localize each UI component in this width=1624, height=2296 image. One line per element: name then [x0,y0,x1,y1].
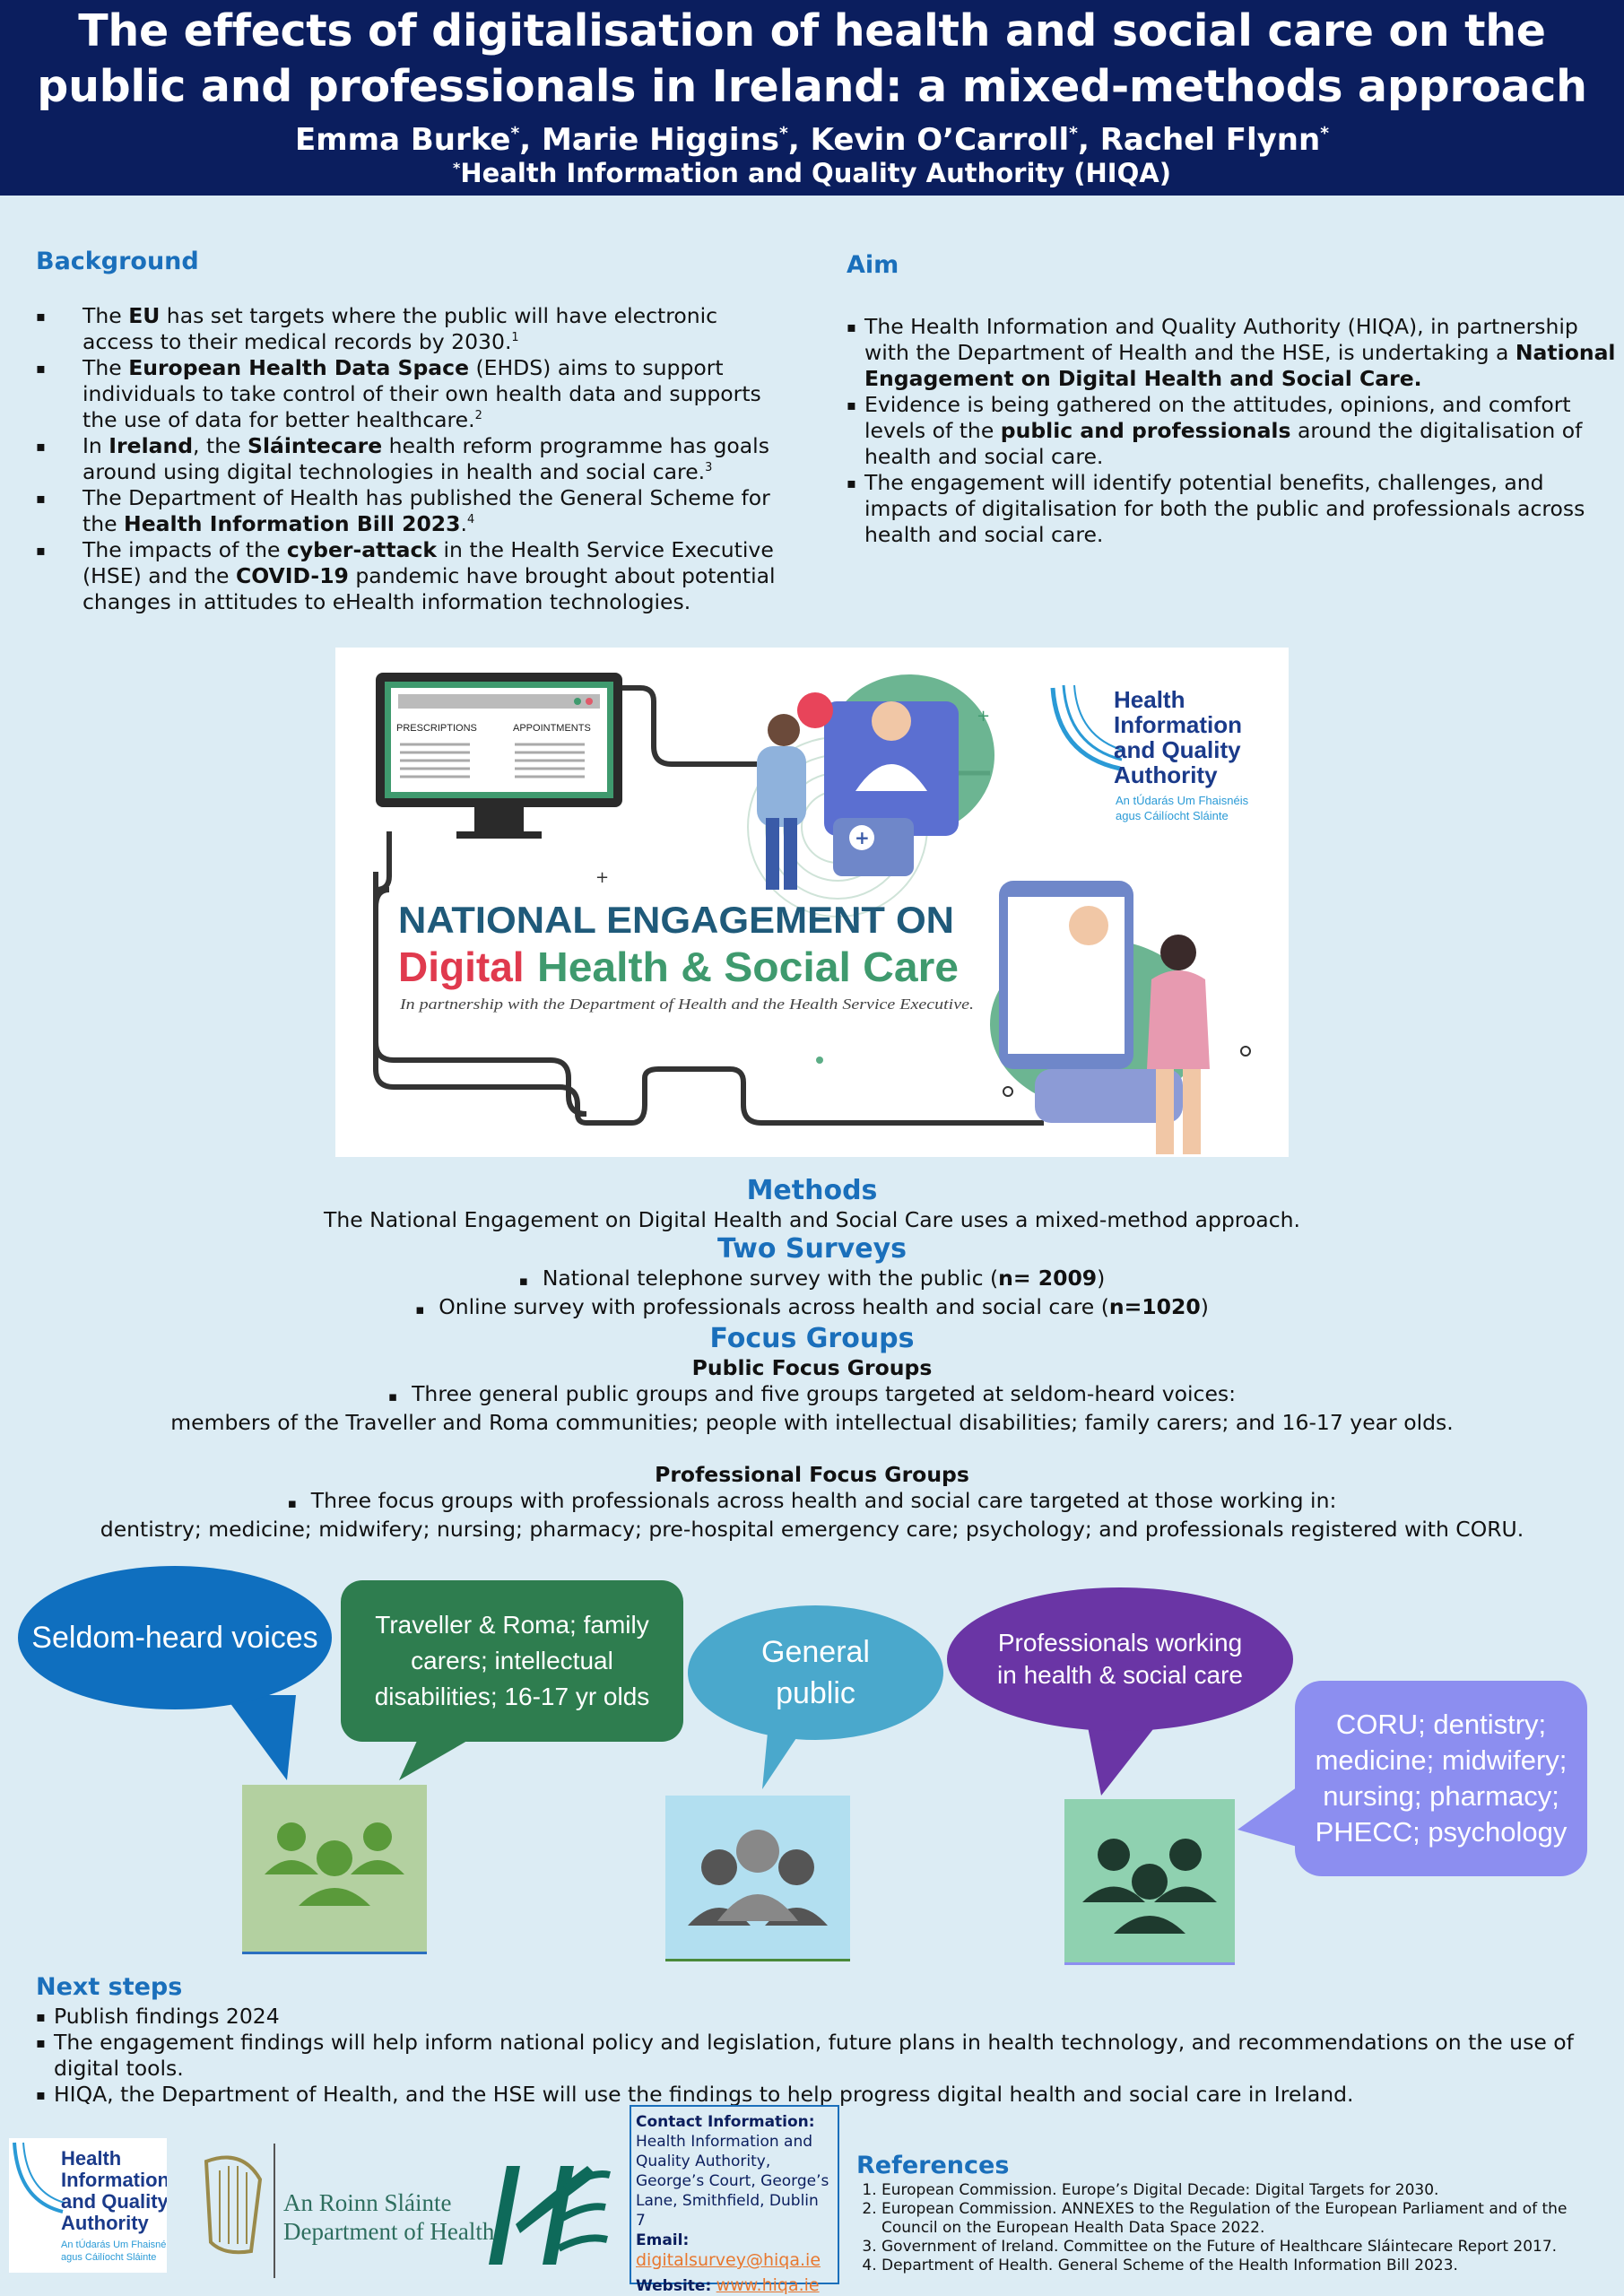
survey-professionals: ▪ Online survey with professionals across health and social care (n=1020) [415,1294,1209,1319]
medical-bag-icon [833,818,914,876]
reference-item: 1. European Commission. Europe’s Digital Decade: Digital Targets for 2030. [881,2181,1619,2200]
footer-hiqa-line: Authority [61,2212,149,2234]
hiqa-logo [1053,685,1249,822]
list-item: ▪ The Health Information and Quality Authority (HIQA), in partnership with the Department of Health and the HSE, is undertaking a National Engagement on Digital Health and Social Care. [847,314,1618,392]
hiqa-logo-line: and Quality [1114,736,1241,763]
footer-hiqa-line: Information [61,2169,167,2191]
prof-fg-heading: Professional Focus Groups [655,1462,969,1487]
poster-title-line2: public and professionals in Ireland: a mixed-methods approach [37,61,1587,112]
department-of-health-logo [283,2188,494,2246]
bubble-coru: CORU; dentistry; medicine; midwifery; nursing; pharmacy; PHECC; psychology [1295,1681,1587,1876]
author-list: Emma Burke*, Marie Higgins*, Kevin O’Carroll*, Rachel Flynn* [294,122,1329,158]
hiqa-logo-irish: An tÚdarás Um Fhaisnéis [1116,794,1249,807]
next-steps-heading: Next steps [36,1973,183,2001]
svg-text:+: + [595,868,610,887]
doh-english-name: Department of Health [283,2218,495,2245]
svg-text:+: + [855,827,870,848]
bubble-professionals: Professionals working in health & social care [947,1587,1293,1731]
affiliation-text: Health Information and Quality Authority (HIQA) [460,158,1171,188]
survey-public: ▪ National telephone survey with the public (n= 2009) [518,1265,1106,1291]
website-link[interactable]: www.hiqa.ie [716,2275,820,2295]
reference-item: 2. European Commission. ANNEXES to the Regulation of the European Parliament and of the Council on the European Health Data Space 2022. [881,2200,1619,2238]
list-item: ▪ The impacts of the cyber-attack in the Health Service Executive (HSE) and the COVID-19 pandemic have brought about potential changes in attitudes to eHealth information technologies. [36,537,789,615]
author: Marie Higgins [542,122,780,158]
author-mark: * [1069,124,1078,144]
focus-groups-heading: Focus Groups [709,1323,915,1354]
list-item: ▪ The engagement findings will help inform national policy and legislation, future plans in health technology, and recommendations on the use of digital tools. [36,2030,1614,2082]
engagement-banner [335,648,1289,1157]
author: Emma Burke [294,122,511,158]
bubble-seldom-heard: Seldom-heard voices [18,1566,332,1709]
reference-item: 4. Department of Health. General Scheme of the Health Information Bill 2023. [881,2257,1619,2275]
bubble-traveller: Traveller & Roma; family carers; intellectual disabilities; 16-17 yr olds [341,1580,683,1742]
hse-logo [480,2148,614,2274]
contact-box [630,2105,839,2295]
professionals-group-icon [1064,1799,1235,1965]
list-item: ▪ HIQA, the Department of Health, and the HSE will use the findings to help progress digital health and social care in Ireland. [36,2082,1614,2108]
svg-text:+: + [977,707,991,726]
seldom-heard-group-icon [242,1785,427,1954]
email-label: Email: [636,2231,690,2249]
bubble-general-public: General public [688,1605,943,1740]
footer-hiqa-line: and Quality [61,2190,167,2213]
background-heading: Background [36,248,199,275]
list-item: ▪ Evidence is being gathered on the attitudes, opinions, and comfort levels of the public and professionals around the digitalisation of health and social care. [847,392,1618,470]
prof-fg-line1: ▪ Three focus groups with professionals across health and social care targeted at those working in: [287,1488,1337,1513]
prescriptions-label: PRESCRIPTIONS [396,723,477,734]
methods-section [0,1175,1624,1543]
public-fg-heading: Public Focus Groups [691,1355,933,1380]
banner-headline-digital: Digital [398,944,525,990]
public-fg-line2: members of the Traveller and Roma communities; people with intellectual disabilities; family carers; and 16-17 year olds. [170,1410,1454,1435]
reference-item: 3. Government of Ireland. Committee on the Future of Healthcare Sláintecare Report 2017. [881,2238,1619,2257]
surveys-heading: Two Surveys [716,1233,907,1265]
contact-address: Health Information and Quality Authority, George’s Court, George’s Lane, Smithfield, Dublin 7 [636,2133,829,2230]
references-heading: References [856,2152,1010,2179]
footer-hiqa-line: Health [61,2147,122,2170]
references-list [856,2181,1619,2275]
next-steps-list [36,2004,1614,2108]
prof-fg-line2: dentistry; medicine; midwifery; nursing; pharmacy; pre-hospital emergency care; psychology; and professionals registered with CORU. [100,1517,1524,1542]
affiliation [0,158,1624,188]
list-item: ▪ The engagement will identify potential benefits, challenges, and impacts of digitalisation for both the public and professionals across health and social care. [847,470,1618,548]
aim-list [847,314,1618,548]
list-item: ▪ Publish findings 2024 [36,2004,1614,2030]
author-mark: * [1320,124,1329,144]
hiqa-logo-line: Authority [1114,761,1218,788]
banner-headline-1: NATIONAL ENGAGEMENT ON [398,899,954,941]
website-label: Website: [636,2277,712,2295]
list-item: ▪ The European Health Data Space (EHDS) aims to support individuals to take control of their own health data and supports the use of data for better healthcare.$^2$ [36,355,789,433]
author: Kevin O’Carroll [810,122,1070,158]
methods-intro: The National Engagement on Digital Health and Social Care uses a mixed-method approach. [323,1207,1300,1232]
doh-irish-name: An Roinn Sláinte [283,2189,452,2216]
banner-tagline: In partnership with the Department of Health and the Health Service Executive. [398,996,974,1013]
references-section [856,2151,1619,2275]
footer-hiqa-logo [9,2138,167,2273]
banner-illustration [335,648,1289,1157]
author-mark: * [779,124,788,144]
email-link[interactable]: digitalsurvey@hiqa.ie [636,2250,821,2270]
poster-header [0,0,1624,196]
background-list [36,303,789,615]
hiqa-logo-irish: agus Cáilíocht Sláinte [1116,809,1229,822]
list-item: ▪ The EU has set targets where the public will have electronic access to their medical records by 2030.$^1$ [36,303,789,355]
methods-heading: Methods [746,1175,878,1206]
list-item: ▪ In Ireland, the Sláintecare health reform programme has goals around using digital technologies in health and social care.$^3$ [36,433,789,485]
aim-heading: Aim [847,251,899,279]
appointments-label: APPOINTMENTS [513,723,591,734]
harp-emblem [188,2144,296,2278]
general-public-group-icon [665,1796,850,1961]
affiliation-mark: * [453,159,461,177]
footer-hiqa-irish: agus Cáilíocht Sláinte [61,2252,157,2263]
banner-headline-health: Health & Social Care [537,944,959,990]
poster-title-line1: The effects of digitalisation of health and social care on the [78,5,1546,57]
author-mark: * [510,124,520,144]
hiqa-logo-line: Information [1114,711,1242,738]
contact-heading: Contact Information: [636,2113,815,2131]
author: Rachel Flynn [1099,122,1321,158]
public-fg-line1: ▪ Three general public groups and five groups targeted at seldom-heard voices: [387,1381,1237,1406]
list-item: ▪ The Department of Health has published the General Scheme for the Health Information Bill 2023.$^4$ [36,485,789,537]
hiqa-logo-line: Health [1114,686,1185,713]
footer-hiqa-irish: An tÚdarás Um Fhaisnéis [61,2239,167,2250]
